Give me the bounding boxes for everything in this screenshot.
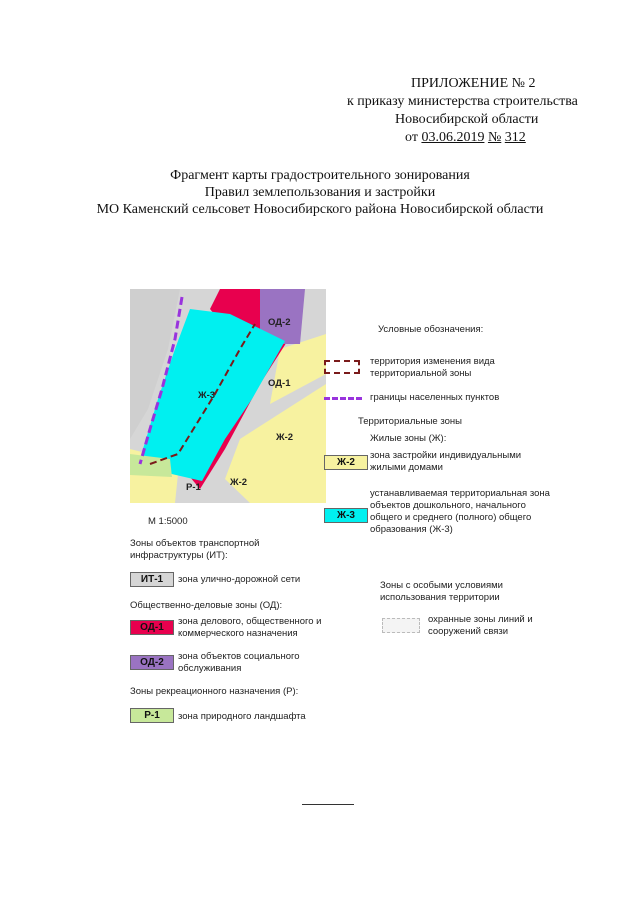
signature-line: [302, 804, 354, 805]
legend-zh2-desc: зона застройки индивидуальными жилыми домами: [370, 450, 522, 473]
legend-swatch-it1: ИТ-1: [130, 572, 174, 587]
legend-swatch-r1: Р-1: [130, 708, 174, 723]
map-title-line2: Правил землепользования и застройки: [204, 185, 436, 200]
map-label-r1: Р-1: [186, 482, 201, 493]
map-scale: М 1:5000: [148, 516, 188, 527]
legend-residential-zones: Жилые зоны (Ж):: [370, 433, 447, 444]
legend-od1-desc: зона делового, общественного и коммерческого назначения: [178, 616, 322, 639]
map-label-zh2-south: Ж-2: [230, 477, 248, 488]
legend-swatch-settlement-border: [324, 397, 362, 400]
map-label-od2: ОД-2: [268, 317, 291, 328]
legend-it1-desc: зона улично-дорожной сети: [178, 574, 301, 585]
region-line: Новосибирской области: [395, 112, 539, 127]
map-title-line1: Фрагмент карты градостроительного зонирования: [170, 168, 470, 183]
map-label-od1: ОД-1: [268, 378, 291, 389]
order-number: 312: [504, 130, 526, 145]
legend-settlement-border: границы населенных пунктов: [370, 392, 500, 403]
map-label-zh3: Ж-3: [198, 390, 216, 401]
legend-transport-heading: Зоны объектов транспортной инфраструктуры (ИТ):: [130, 538, 260, 561]
zoning-map-fragment: [130, 289, 326, 503]
legend-od2-desc: зона объектов социального обслуживания: [178, 651, 300, 674]
legend-heading: Условные обозначения:: [378, 324, 484, 335]
legend-swatch-zh3: Ж-3: [324, 508, 368, 523]
appendix-number: ПРИЛОЖЕНИЕ № 2: [411, 76, 536, 91]
legend-territory-change: территория изменения вида территориальной зоны: [370, 356, 495, 379]
legend-business-heading: Общественно-деловые зоны (ОД):: [130, 600, 283, 611]
legend-swatch-od2: ОД-2: [130, 655, 174, 670]
date-prefix: от: [405, 130, 418, 145]
legend-territorial-zones: Территориальные зоны: [358, 416, 462, 427]
legend-swatch-od1: ОД-1: [130, 620, 174, 635]
map-title-line3: МО Каменский сельсовет Новосибирского района Новосибирской области: [96, 202, 544, 217]
order-date: 03.06.2019: [421, 130, 485, 145]
number-sign: №: [487, 130, 502, 145]
legend-r1-desc: зона природного ландшафта: [178, 711, 306, 722]
legend-swatch-protection: [382, 618, 420, 633]
map-label-zh2-east: Ж-2: [276, 432, 294, 443]
legend-protection-desc: охранные зоны линий и сооружений связи: [428, 614, 533, 637]
legend-special-heading: Зоны с особыми условиями использования территории: [380, 580, 503, 603]
legend-swatch-territory-change: [324, 360, 360, 374]
legend-zh3-desc: устанавливаемая территориальная зона объектов дошкольного, начального общего и среднего (полного) общего образования (Ж-3): [370, 488, 550, 535]
order-reference: к приказу министерства строительства: [347, 94, 578, 109]
order-date-line: [405, 129, 526, 146]
legend-recreation-heading: Зоны рекреационного назначения (Р):: [130, 686, 299, 697]
legend-swatch-zh2: Ж-2: [324, 455, 368, 470]
